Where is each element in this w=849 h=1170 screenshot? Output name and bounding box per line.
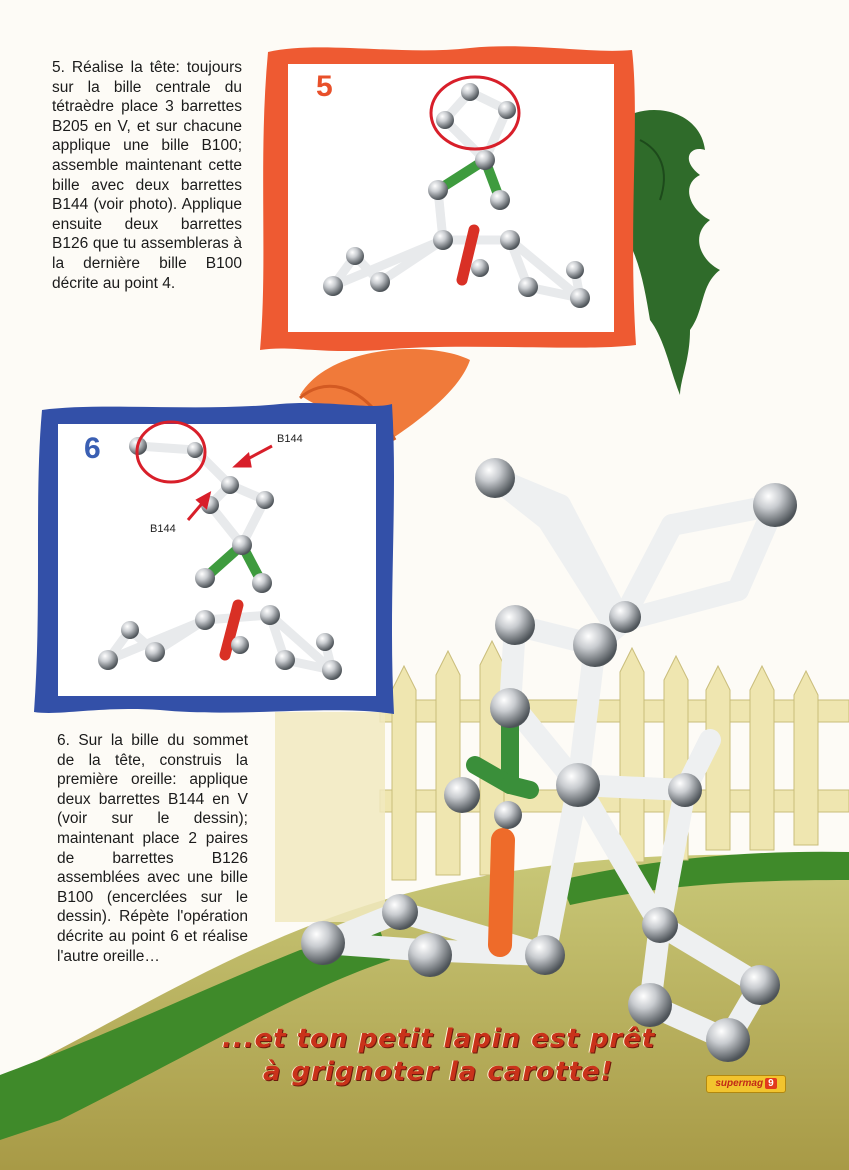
page-number: 9 <box>765 1078 777 1089</box>
step5-instructions: 5. Réalise la tête: toujours sur la bille centrale du tétraèdre place 3 barrettes B205 en V, et sur chacune applique une bille B100; assemble maintenant cette bille avec deux barrettes B144 (voir photo). Applique ensuite deux barrettes B126 que tu assembleras à la dernière bille B100 décrite au point 4. <box>52 59 242 292</box>
magazine-badge <box>706 1075 786 1093</box>
fence-panel <box>275 712 385 922</box>
callout-label-b144-left: B144 <box>150 523 176 535</box>
callout-label-b144-top: B144 <box>277 433 303 445</box>
step6-instructions: 6. Sur la bille du sommet de la tête, construis la première oreille: applique deux barrettes B144 en V (voir sur le dessin); maintenant place 2 paires de barrettes B126 assemblées avec une bille B100 (encerclées sur le dessin). Répète l'opération décrite au point 6 et réalise l'autre oreille… <box>57 732 248 965</box>
brand-name: supermag <box>715 1078 764 1089</box>
slogan-line-1: ...et ton petit lapin est prêt <box>222 1024 656 1054</box>
step5-number: 5 <box>316 70 333 103</box>
step6-number: 6 <box>84 432 101 465</box>
orange-bar <box>500 840 503 945</box>
slogan-line-2: à grignoter la carotte! <box>263 1057 614 1087</box>
